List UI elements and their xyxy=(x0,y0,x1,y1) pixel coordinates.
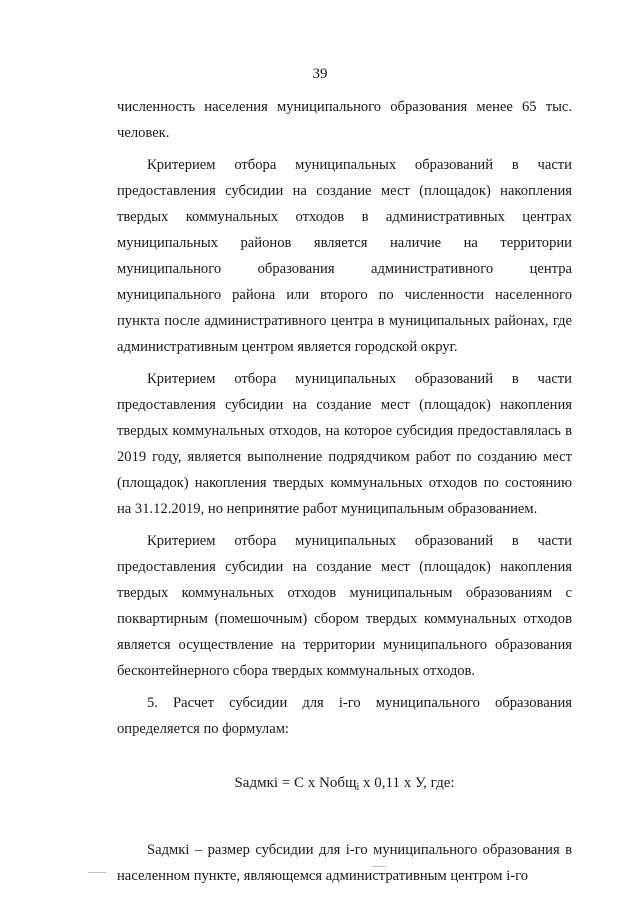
scan-artifact xyxy=(88,872,106,873)
paragraph-calculation: 5. Расчет субсидии для i-го муниципального образования определяется по формулам: xyxy=(117,695,572,737)
scan-artifact xyxy=(372,866,386,867)
paragraph-criterion-containerless: Критерием отбора муниципальных образований в части предоставления субсидии на создание мест (площадок) накопления твердых коммунальных отходов муниципальным образованиям с поквартирным (помешочным) сбором твердых коммунальных отходов является осуществление на территории муниципального образования бесконтейнерного сбора твердых коммунальных отходов. xyxy=(117,533,572,679)
document-body xyxy=(117,94,572,895)
paragraph-definition: Sадмкі – размер субсидии для і-го муниципального образования в населенном пункте, являющемся административным центром і-го xyxy=(117,842,572,884)
formula-subscript: i xyxy=(356,782,360,793)
formula-part-2: х 0,11 х У, где: xyxy=(359,775,455,791)
paragraph-criterion-admin-centers: Критерием отбора муниципальных образований в части предоставления субсидии на создание мест (площадок) накопления твердых коммунальных отходов в административных центрах муниципальных районов является наличие на территории муниципального образования административного центра муниципального района или второго по численности населенного пункта после административного центра в муниципальных районах, где административным центром является городской округ. xyxy=(117,157,572,355)
paragraph-population: численность населения муниципального образования менее 65 тыс. человек. xyxy=(117,99,572,141)
paragraph-criterion-2019: Критерием отбора муниципальных образований в части предоставления субсидии на создание мест (площадок) накопления твердых коммунальных отходов, на которое субсидия предоставлялась в 2019 году, является выполнение подрядчиком работ по созданию мест (площадок) накопления твердых коммунальных отходов по состоянию на 31.12.2019, но непринятие работ муниципальным образованием. xyxy=(117,371,572,517)
formula-part-1: Sадмкі = С х Nобщ xyxy=(234,775,357,791)
page-number: 39 xyxy=(312,66,328,82)
subsidy-formula xyxy=(117,770,572,801)
